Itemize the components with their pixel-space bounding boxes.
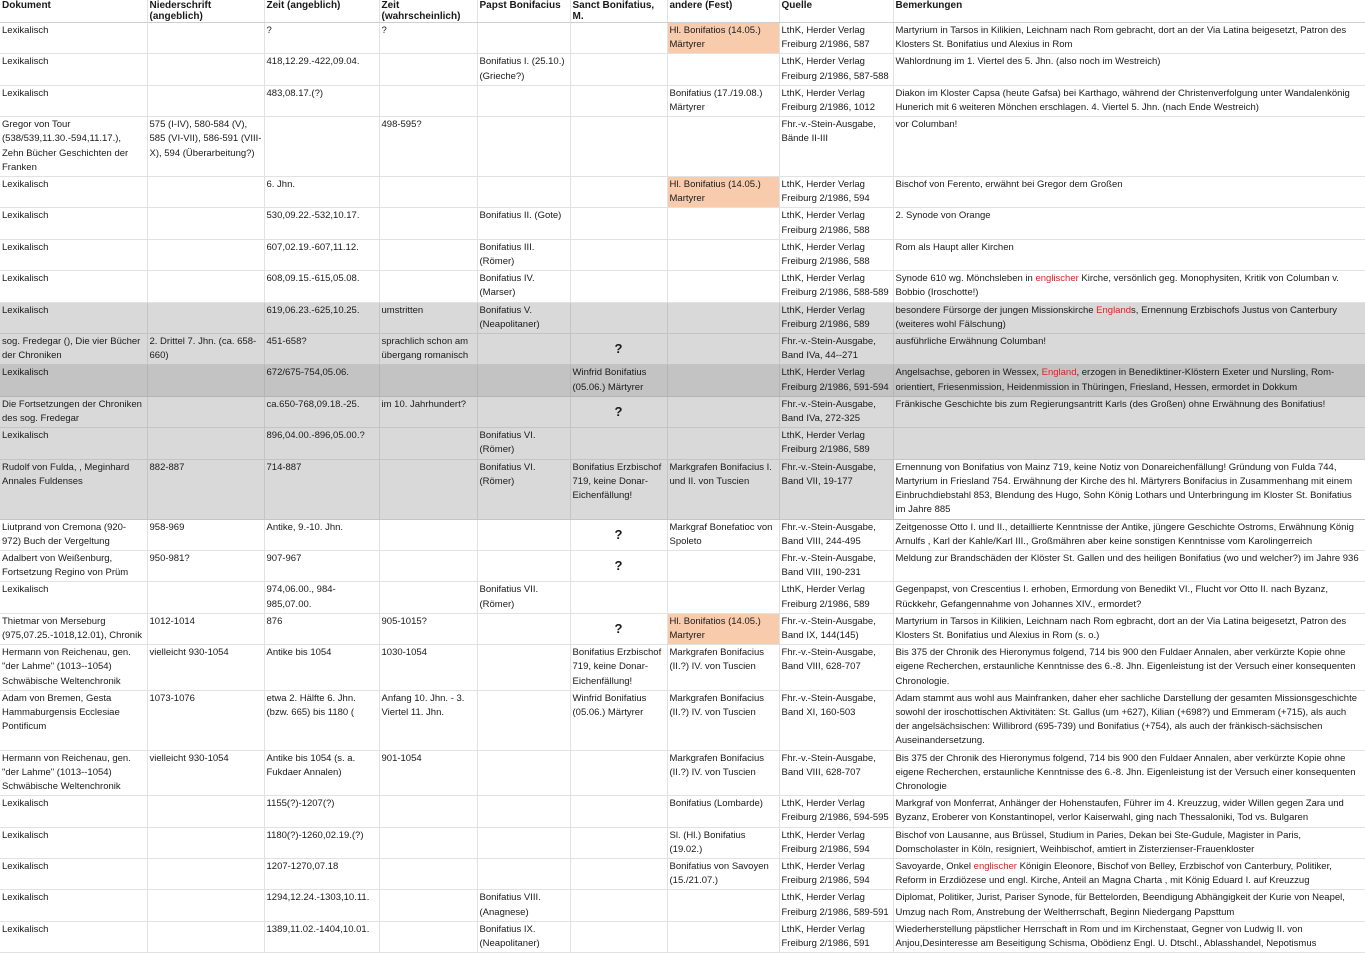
cell-sanct [570, 827, 667, 858]
cell-andere [667, 365, 779, 396]
cell-zeit-wahrscheinlich [379, 582, 477, 613]
cell-niederschrift [147, 271, 264, 302]
cell-papst: Bonifatius IX. (Neapolitaner) [477, 921, 570, 952]
cell-andere: Bonifatius (17./19.08.) Märtyrer [667, 85, 779, 116]
cell-zeit-wahrscheinlich [379, 271, 477, 302]
cell-quelle: LthK, Herder Verlag Freiburg 2/1986, 589 [779, 582, 893, 613]
cell-andere [667, 890, 779, 921]
cell-zeit-angeblich: 607,02.19.-607,11.12. [264, 239, 379, 270]
cell-zeit-wahrscheinlich: 498-595? [379, 117, 477, 177]
cell-zeit-wahrscheinlich [379, 239, 477, 270]
cell-zeit-wahrscheinlich [379, 428, 477, 459]
cell-papst [477, 645, 570, 691]
cell-papst [477, 690, 570, 750]
cell-sanct [570, 208, 667, 239]
cell-niederschrift: vielleicht 930-1054 [147, 750, 264, 796]
cell-bemerkungen: 2. Synode von Orange [893, 208, 1365, 239]
table-row [0, 302, 1365, 333]
cell-niederschrift: vielleicht 930-1054 [147, 645, 264, 691]
cell-dokument: Lexikalisch [0, 365, 147, 396]
cell-quelle: LthK, Herder Verlag Freiburg 2/1986, 594 [779, 858, 893, 889]
cell-niederschrift [147, 428, 264, 459]
cell-quelle: Fhr.-v.-Stein-Ausgabe, Band VIII, 628-707 [779, 645, 893, 691]
cell-zeit-wahrscheinlich [379, 365, 477, 396]
highlight-english: englischer [1035, 273, 1079, 285]
remark-text: Angelsachse, geboren in Wessex, [895, 367, 1042, 379]
cell-sanct: Bonifatius Erzbischof 719, keine Donar-Eichenfällung! [570, 459, 667, 519]
cell-sanct-unknown: ? [570, 613, 667, 644]
cell-dokument: Lexikalisch [0, 796, 147, 827]
cell-bemerkungen: Martyrium in Tarsos in Kilikien, Leichnam nach Rom gebracht, dort an der Via Latina beigesetzt, Patron des Klosters St. Bonifatius und Alexius in Rom [893, 23, 1365, 54]
cell-niederschrift: 1012-1014 [147, 613, 264, 644]
cell-bemerkungen: Martyrium in Tarsos in Kilikien, Leichnam nach Rom egbracht, dort an der Via Latina beigesetzt, Patron des Klosters St. Bonifatius und Alexius in Rom (s. o.) [893, 613, 1365, 644]
cell-zeit-wahrscheinlich [379, 550, 477, 581]
cell-zeit-wahrscheinlich: 901-1054 [379, 750, 477, 796]
cell-quelle: Fhr.-v.-Stein-Ausgabe, Band IVa, 44--271 [779, 334, 893, 365]
table-row [0, 519, 1365, 550]
table-row [0, 334, 1365, 365]
cell-quelle: LthK, Herder Verlag Freiburg 2/1986, 1012 [779, 85, 893, 116]
cell-niederschrift [147, 827, 264, 858]
cell-andere [667, 302, 779, 333]
table-row [0, 459, 1365, 519]
cell-zeit-angeblich: 418,12.29.-422,09.04. [264, 54, 379, 85]
cell-quelle: Fhr.-v.-Stein-Ausgabe, Bände II-III [779, 117, 893, 177]
cell-dokument: Lexikalisch [0, 302, 147, 333]
cell-sanct-unknown: ? [570, 550, 667, 581]
cell-sanct [570, 117, 667, 177]
cell-papst [477, 796, 570, 827]
cell-zeit-angeblich: 974,06.00., 984-985,07.00. [264, 582, 379, 613]
cell-zeit-wahrscheinlich: 905-1015? [379, 613, 477, 644]
cell-niederschrift [147, 23, 264, 54]
cell-dokument: Die Fortsetzungen der Chroniken des sog. Fredegar [0, 396, 147, 427]
cell-bemerkungen: Bis 375 der Chronik des Hieronymus folgend, 714 bis 900 den Fuldaer Annalen, aber verkürzte Kopie ohne eigene Recherchen, erstaunliche Kenntnisse des 6.-8. Jhn. Eigenleistung ist der Versuch einer konsequenten Chronologie. [893, 645, 1365, 691]
remark-text: besondere Fürsorge der jungen Missionskirche [895, 304, 1097, 316]
cell-papst: Bonifatius VII. (Römer) [477, 582, 570, 613]
table-row [0, 921, 1365, 952]
cell-zeit-angeblich: etwa 2. Hälfte 6. Jhn. (bzw. 665) bis 1180 ( [264, 690, 379, 750]
cell-bemerkungen: Bischof von Lausanne, aus Brüssel, Studium in Paries, Dekan bei Ste-Gudule, Magister in Paris, Domscholaster in Köln, resigniert, Weihbischof, amtiert in Zisterzienser-Frauenkloster [893, 827, 1365, 858]
cell-dokument: Lexikalisch [0, 582, 147, 613]
cell-dokument: Liutprand von Cremona (920-972) Buch der Vergeltung [0, 519, 147, 550]
cell-niederschrift [147, 890, 264, 921]
cell-bemerkungen: Wahlordnung im 1. Viertel des 5. Jhn. (also noch im Westreich) [893, 54, 1365, 85]
cell-quelle: Fhr.-v.-Stein-Ausgabe, Band IX, 144(145) [779, 613, 893, 644]
cell-zeit-wahrscheinlich: 1030-1054 [379, 645, 477, 691]
cell-bemerkungen: Diakon im Kloster Capsa (heute Gafsa) bei Karthago, während der Christenverfolgung unter Wandalenkönig Hunerich mit 6 weiteren Mönchen erschlagen. 4. Viertel 5. Jhn. (nach Ende Westreich) [893, 85, 1365, 116]
cell-quelle: LthK, Herder Verlag Freiburg 2/1986, 594 [779, 177, 893, 208]
cell-zeit-angeblich: Antike bis 1054 (s. a. Fukdaer Annalen) [264, 750, 379, 796]
highlight-english: englischer [973, 860, 1017, 872]
cell-niederschrift [147, 921, 264, 952]
cell-bemerkungen: Adam stammt aus wohl aus Mainfranken, daher eher sachliche Darstellung der gesamten Missionsgeschichte sowohl der iroschottischen Aktivitäten: St. Gallus (um +627), Kilian (+698?) und Emmeram (+715), als auch der angelsächsischen: Willibrord (695-739) und Bonifatius (+754), als auch der fränkisch-sächsischen Auseinandersetzung. [893, 690, 1365, 750]
cell-dokument: Lexikalisch [0, 921, 147, 952]
cell-zeit-wahrscheinlich [379, 208, 477, 239]
cell-niederschrift [147, 858, 264, 889]
cell-andere [667, 582, 779, 613]
cell-zeit-wahrscheinlich [379, 890, 477, 921]
cell-bemerkungen: Wiederherstellung päpstlicher Herrschaft in Rom und im Kirchenstaat, Gegner von Ludwig II. von Anjou,Desinteresse am Beseitigung Schisma, Obödienz Engl. U. Dtschl., Ablasshandel, Nepotismus [893, 921, 1365, 952]
table-row [0, 613, 1365, 644]
cell-quelle: LthK, Herder Verlag Freiburg 2/1986, 591-594 [779, 365, 893, 396]
cell-niederschrift [147, 582, 264, 613]
cell-bemerkungen: Bis 375 der Chronik des Hieronymus folgend, 714 bis 900 den Fuldaer Annalen, aber verkürzte Kopie ohne eigene Recherchen, erstaunliche Kenntnisse des 6.-8. Jhn. Eigenleistung ist der Versuch einer konsequenten Chronologie [893, 750, 1365, 796]
cell-sanct: Bonifatius Erzbischof 719, keine Donar-Eichenfällung! [570, 645, 667, 691]
cell-dokument: sog. Fredegar (), Die vier Bücher der Chroniken [0, 334, 147, 365]
remark-text: s, Ernennung Erzbischofs Justus von Canterbury (weiteres wohl Fälschung) [895, 304, 1337, 330]
cell-andere: Markgrafen Bonifacius I. und II. von Tuscien [667, 459, 779, 519]
cell-niederschrift: 882-887 [147, 459, 264, 519]
cell-dokument: Lexikalisch [0, 858, 147, 889]
cell-bemerkungen: Meldung zur Brandschäden der Klöster St. Gallen und des heiligen Bonifatius (wo und welcher?) im Jahre 936 [893, 550, 1365, 581]
table-row [0, 239, 1365, 270]
cell-andere: Markgraf Bonefatioc von Spoleto [667, 519, 779, 550]
cell-bemerkungen: Gegenpapst, von Crescentius I. erhoben, Ermordung von Benedikt VI., Flucht vor Otto II. nach Byzanz, Rückkehr, Gefangennahme von Johannes XIV., ermordet? [893, 582, 1365, 613]
cell-zeit-wahrscheinlich: Anfang 10. Jhn. - 3. Viertel 11. Jhn. [379, 690, 477, 750]
cell-papst [477, 827, 570, 858]
table-row [0, 858, 1365, 889]
cell-sanct [570, 239, 667, 270]
cell-zeit-wahrscheinlich [379, 459, 477, 519]
cell-dokument: Hermann von Reichenau, gen. "der Lahme" (1013--1054) Schwäbische Weltenchronik [0, 750, 147, 796]
cell-sanct [570, 858, 667, 889]
cell-sanct [570, 428, 667, 459]
table-row [0, 23, 1365, 54]
cell-quelle: LthK, Herder Verlag Freiburg 2/1986, 587-588 [779, 54, 893, 85]
cell-quelle: Fhr.-v.-Stein-Ausgabe, Band XI, 160-503 [779, 690, 893, 750]
remark-text: Kirche, versönlich geg. Monophysiten, Kritik von Columban v. Bobbio (Iroschotte!) [895, 273, 1339, 299]
cell-bemerkungen: Ernennung von Bonifatius von Mainz 719, keine Notiz von Donareichenfällung! Gründung von Fulda 744, Martyrium in Friesland 754. Erwähnung der Kirche des hl. Märtyrers Bonifacius in Zusammenhang mit einem Einbruchdiebstahl 853, Blendung des Hugo, Sohn König Lothars und Unterbringung im Kloster St. Bonifatius im Jahre 885 [893, 459, 1365, 519]
cell-papst: Bonifatius I. (25.10.) (Grieche?) [477, 54, 570, 85]
cell-sanct-unknown: ? [570, 396, 667, 427]
cell-zeit-wahrscheinlich: sprachlich schon am übergang romanisch [379, 334, 477, 365]
cell-sanct-unknown: ? [570, 519, 667, 550]
cell-dokument: Adalbert von Weißenburg, Fortsetzung Regino von Prüm [0, 550, 147, 581]
cell-quelle: Fhr.-v.-Stein-Ausgabe, Band VIII, 190-231 [779, 550, 893, 581]
cell-dokument: Lexikalisch [0, 208, 147, 239]
table-row [0, 550, 1365, 581]
cell-niederschrift [147, 177, 264, 208]
cell-papst: Bonifatius V. (Neapolitaner) [477, 302, 570, 333]
cell-bemerkungen: vor Columban! [893, 117, 1365, 177]
highlight-england: England [1041, 367, 1077, 379]
header-row [0, 0, 1365, 23]
remark-text: Savoyarde, Onkel [895, 860, 974, 872]
cell-niederschrift [147, 54, 264, 85]
cell-bemerkungen: ausführliche Erwähnung Columban! [893, 334, 1365, 365]
cell-sanct [570, 271, 667, 302]
cell-andere: Sl. (Hl.) Bonifatius (19.02.) [667, 827, 779, 858]
cell-andere: Hl. Bonifatius (14.05.) Martyrer [667, 177, 779, 208]
cell-dokument: Lexikalisch [0, 428, 147, 459]
cell-sanct [570, 54, 667, 85]
cell-zeit-angeblich: 483,08.17.(?) [264, 85, 379, 116]
cell-niederschrift [147, 302, 264, 333]
header-quelle: Quelle [779, 0, 893, 23]
cell-andere [667, 239, 779, 270]
cell-dokument: Lexikalisch [0, 239, 147, 270]
cell-quelle: Fhr.-v.-Stein-Ausgabe, Band VIII, 244-495 [779, 519, 893, 550]
cell-quelle: Fhr.-v.-Stein-Ausgabe, Band VII, 19-177 [779, 459, 893, 519]
cell-quelle: LthK, Herder Verlag Freiburg 2/1986, 591 [779, 921, 893, 952]
cell-dokument: Thietmar von Merseburg (975,07.25.-1018,12.01), Chronik [0, 613, 147, 644]
header-bemerkungen: Bemerkungen [893, 0, 1365, 23]
cell-sanct: Winfrid Bonifatius (05.06.) Märtyrer [570, 690, 667, 750]
cell-bemerkungen: Rom als Haupt aller Kirchen [893, 239, 1365, 270]
cell-papst [477, 858, 570, 889]
cell-quelle: Fhr.-v.-Stein-Ausgabe, Band IVa, 272-325 [779, 396, 893, 427]
cell-zeit-wahrscheinlich [379, 85, 477, 116]
cell-andere [667, 334, 779, 365]
cell-dokument: Hermann von Reichenau, gen. "der Lahme" (1013--1054) Schwäbische Weltenchronik [0, 645, 147, 691]
cell-quelle: LthK, Herder Verlag Freiburg 2/1986, 589 [779, 428, 893, 459]
cell-bemerkungen [893, 428, 1365, 459]
cell-andere [667, 117, 779, 177]
header-zeit-wahrscheinlich: Zeit (wahrscheinlich) [379, 0, 477, 23]
table-row [0, 690, 1365, 750]
cell-zeit-angeblich: 451-658? [264, 334, 379, 365]
cell-bemerkungen [893, 302, 1365, 333]
cell-niederschrift: 2. Drittel 7. Jhn. (ca. 658-660) [147, 334, 264, 365]
cell-bemerkungen [893, 365, 1365, 396]
cell-zeit-angeblich: 1207-1270,07.18 [264, 858, 379, 889]
table-row [0, 365, 1365, 396]
cell-andere: Bonifatius von Savoyen (15./21.07.) [667, 858, 779, 889]
cell-niederschrift: 575 (I-IV), 580-584 (V), 585 (VI-VII), 586-591 (VIII-X), 594 (Überarbeitung?) [147, 117, 264, 177]
cell-sanct [570, 750, 667, 796]
cell-zeit-wahrscheinlich: umstritten [379, 302, 477, 333]
cell-zeit-angeblich: 907-967 [264, 550, 379, 581]
cell-papst: Bonifatius III. (Römer) [477, 239, 570, 270]
cell-papst: Bonifatius IV. (Marser) [477, 271, 570, 302]
cell-zeit-wahrscheinlich [379, 519, 477, 550]
cell-bemerkungen [893, 858, 1365, 889]
cell-niederschrift: 958-969 [147, 519, 264, 550]
cell-bemerkungen [893, 271, 1365, 302]
cell-quelle: LthK, Herder Verlag Freiburg 2/1986, 589-591 [779, 890, 893, 921]
highlight-england: England [1096, 304, 1132, 316]
cell-sanct [570, 796, 667, 827]
table-row [0, 177, 1365, 208]
cell-papst [477, 396, 570, 427]
cell-zeit-wahrscheinlich [379, 54, 477, 85]
table-row [0, 582, 1365, 613]
cell-zeit-angeblich: 619,06.23.-625,10.25. [264, 302, 379, 333]
cell-zeit-angeblich: Antike bis 1054 [264, 645, 379, 691]
table-row [0, 890, 1365, 921]
cell-andere [667, 208, 779, 239]
cell-quelle: LthK, Herder Verlag Freiburg 2/1986, 588-589 [779, 271, 893, 302]
table-row [0, 428, 1365, 459]
cell-dokument: Gregor von Tour (538/539,11.30.-594,11.17.), Zehn Bücher Geschichten der Franken [0, 117, 147, 177]
cell-papst [477, 365, 570, 396]
cell-niederschrift: 950-981? [147, 550, 264, 581]
cell-bemerkungen: Fränkische Geschichte bis zum Regierungsantritt Karls (des Großen) ohne Erwähnung des Bonifatius! [893, 396, 1365, 427]
cell-papst [477, 613, 570, 644]
cell-bemerkungen: Markgraf von Monferrat, Anhänger der Hohenstaufen, Führer im 4. Kreuzzug, wider Willen gegen Zara und Byzanz, Eroberer von Konstantinopel, verlor Kaiserwahl, ging nach Thessaloniki, Tod vs. Bulgaren [893, 796, 1365, 827]
cell-zeit-angeblich: Antike, 9.-10. Jhn. [264, 519, 379, 550]
cell-sanct [570, 921, 667, 952]
cell-bemerkungen: Diplomat, Politiker, Jurist, Pariser Synode, für Bettelorden, Beendigung Abhängigkeit der Kurie von Neapel, Umzug nach Rom, Anstrebung der Weltherrschaft, Beginn Niedergang Papsttum [893, 890, 1365, 921]
cell-zeit-wahrscheinlich [379, 796, 477, 827]
cell-sanct [570, 302, 667, 333]
cell-sanct-unknown: ? [570, 334, 667, 365]
cell-andere [667, 550, 779, 581]
cell-andere: Markgrafen Bonifacius (II.?) IV. von Tuscien [667, 645, 779, 691]
cell-niederschrift [147, 365, 264, 396]
cell-papst [477, 334, 570, 365]
cell-zeit-angeblich: ca.650-768,09.18.-25. [264, 396, 379, 427]
table-row [0, 85, 1365, 116]
table-row [0, 645, 1365, 691]
cell-dokument: Lexikalisch [0, 23, 147, 54]
cell-sanct [570, 85, 667, 116]
cell-andere: Hl. Bonifatios (14.05.) Märtyrer [667, 23, 779, 54]
header-papst: Papst Bonifacius [477, 0, 570, 23]
cell-zeit-angeblich: 1294,12.24.-1303,10.11. [264, 890, 379, 921]
cell-papst [477, 550, 570, 581]
cell-zeit-angeblich: 1389,11.02.-1404,10.01. [264, 921, 379, 952]
header-dokument: Dokument [0, 0, 147, 23]
cell-zeit-angeblich: 6. Jhn. [264, 177, 379, 208]
table-row [0, 271, 1365, 302]
cell-zeit-angeblich: 1155(?)-1207(?) [264, 796, 379, 827]
cell-zeit-wahrscheinlich: im 10. Jahrhundert? [379, 396, 477, 427]
cell-niederschrift [147, 85, 264, 116]
cell-papst [477, 750, 570, 796]
cell-dokument: Lexikalisch [0, 890, 147, 921]
cell-dokument: Lexikalisch [0, 85, 147, 116]
header-andere: andere (Fest) [667, 0, 779, 23]
cell-andere: Hl. Bonifatios (14.05.) Martyrer [667, 613, 779, 644]
cell-niederschrift: 1073-1076 [147, 690, 264, 750]
cell-quelle: LthK, Herder Verlag Freiburg 2/1986, 589 [779, 302, 893, 333]
cell-sanct [570, 582, 667, 613]
cell-dokument: Lexikalisch [0, 271, 147, 302]
cell-quelle: LthK, Herder Verlag Freiburg 2/1986, 594 [779, 827, 893, 858]
cell-bemerkungen: Zeitgenosse Otto I. und II., detaillierte Kenntnisse der Antike, jüngere Geschichte Ostroms, Erwähnung König Arnulfs , Karl der Kahle/Karl III., Großmähren aber keine sonstigen Kenntnisse vom Karolingerreich [893, 519, 1365, 550]
header-niederschrift: Niederschrift (angeblich) [147, 0, 264, 23]
cell-zeit-angeblich: 608,09.15.-615,05.08. [264, 271, 379, 302]
cell-niederschrift [147, 396, 264, 427]
header-zeit-angeblich: Zeit (angeblich) [264, 0, 379, 23]
remark-text: , erzogen in Benediktiner-Klöstern Exeter und Nursling, Rom-orientiert, Friesenmission, Heidenmission in Thüringen, Friesland, Hessen, ermordet in Dokkum [895, 367, 1335, 393]
cell-andere [667, 54, 779, 85]
cell-sanct: Winfrid Bonifatius (05.06.) Märtyrer [570, 365, 667, 396]
cell-zeit-wahrscheinlich: ? [379, 23, 477, 54]
cell-andere [667, 396, 779, 427]
cell-papst: Bonifatius VI. (Römer) [477, 428, 570, 459]
cell-bemerkungen: Bischof von Ferento, erwähnt bei Gregor dem Großen [893, 177, 1365, 208]
cell-niederschrift [147, 208, 264, 239]
cell-papst [477, 117, 570, 177]
cell-dokument: Lexikalisch [0, 177, 147, 208]
table-row [0, 117, 1365, 177]
cell-zeit-angeblich: 530,09.22.-532,10.17. [264, 208, 379, 239]
cell-zeit-wahrscheinlich [379, 921, 477, 952]
cell-zeit-angeblich: 876 [264, 613, 379, 644]
cell-zeit-angeblich: 714-887 [264, 459, 379, 519]
cell-niederschrift [147, 796, 264, 827]
cell-dokument: Rudolf von Fulda, , Meginhard Annales Fuldenses [0, 459, 147, 519]
cell-dokument: Adam von Bremen, Gesta Hammaburgensis Ecclesiae Pontificum [0, 690, 147, 750]
cell-quelle: LthK, Herder Verlag Freiburg 2/1986, 588 [779, 208, 893, 239]
table-row [0, 827, 1365, 858]
cell-quelle: LthK, Herder Verlag Freiburg 2/1986, 594-595 [779, 796, 893, 827]
cell-papst [477, 85, 570, 116]
table-row [0, 796, 1365, 827]
remark-text: Königin Eleonore, Bischof von Belley, Erzbischof von Canterbury, Politiker, Reform in Erzdiözese und engl. Kirche, Anteil an Magna Charta , mit König Eduard I. auf Kreuzzug [895, 860, 1332, 887]
cell-zeit-angeblich: 1180(?)-1260,02.19.(?) [264, 827, 379, 858]
cell-andere [667, 271, 779, 302]
cell-zeit-angeblich: 672/675-754,05.06. [264, 365, 379, 396]
cell-dokument: Lexikalisch [0, 827, 147, 858]
cell-zeit-wahrscheinlich [379, 827, 477, 858]
cell-andere [667, 921, 779, 952]
cell-zeit-angeblich [264, 117, 379, 177]
cell-sanct [570, 177, 667, 208]
cell-andere: Markgrafen Bonifacius (II.?) IV. von Tuscien [667, 690, 779, 750]
cell-quelle: LthK, Herder Verlag Freiburg 2/1986, 587 [779, 23, 893, 54]
table-row [0, 208, 1365, 239]
cell-zeit-angeblich: 896,04.00.-896,05.00.? [264, 428, 379, 459]
cell-papst [477, 519, 570, 550]
cell-niederschrift [147, 239, 264, 270]
cell-andere [667, 428, 779, 459]
table-row [0, 396, 1365, 427]
cell-sanct [570, 890, 667, 921]
cell-papst: Bonifatius VIII. (Anagnese) [477, 890, 570, 921]
cell-dokument: Lexikalisch [0, 54, 147, 85]
cell-andere: Bonifatius (Lombarde) [667, 796, 779, 827]
cell-andere: Markgrafen Bonifacius (II.?) IV. von Tuscien [667, 750, 779, 796]
remark-text: Synode 610 wg. Mönchsleben in [895, 273, 1036, 285]
cell-quelle: Fhr.-v.-Stein-Ausgabe, Band VIII, 628-707 [779, 750, 893, 796]
cell-papst [477, 23, 570, 54]
cell-zeit-wahrscheinlich [379, 858, 477, 889]
cell-zeit-wahrscheinlich [379, 177, 477, 208]
cell-papst [477, 177, 570, 208]
table-row [0, 750, 1365, 796]
cell-sanct [570, 23, 667, 54]
cell-papst: Bonifatius VI. (Römer) [477, 459, 570, 519]
table-row [0, 54, 1365, 85]
cell-zeit-angeblich: ? [264, 23, 379, 54]
cell-papst: Bonifatius II. (Gote) [477, 208, 570, 239]
header-sanct: Sanct Bonifatius, M. [570, 0, 667, 23]
cell-quelle: LthK, Herder Verlag Freiburg 2/1986, 588 [779, 239, 893, 270]
